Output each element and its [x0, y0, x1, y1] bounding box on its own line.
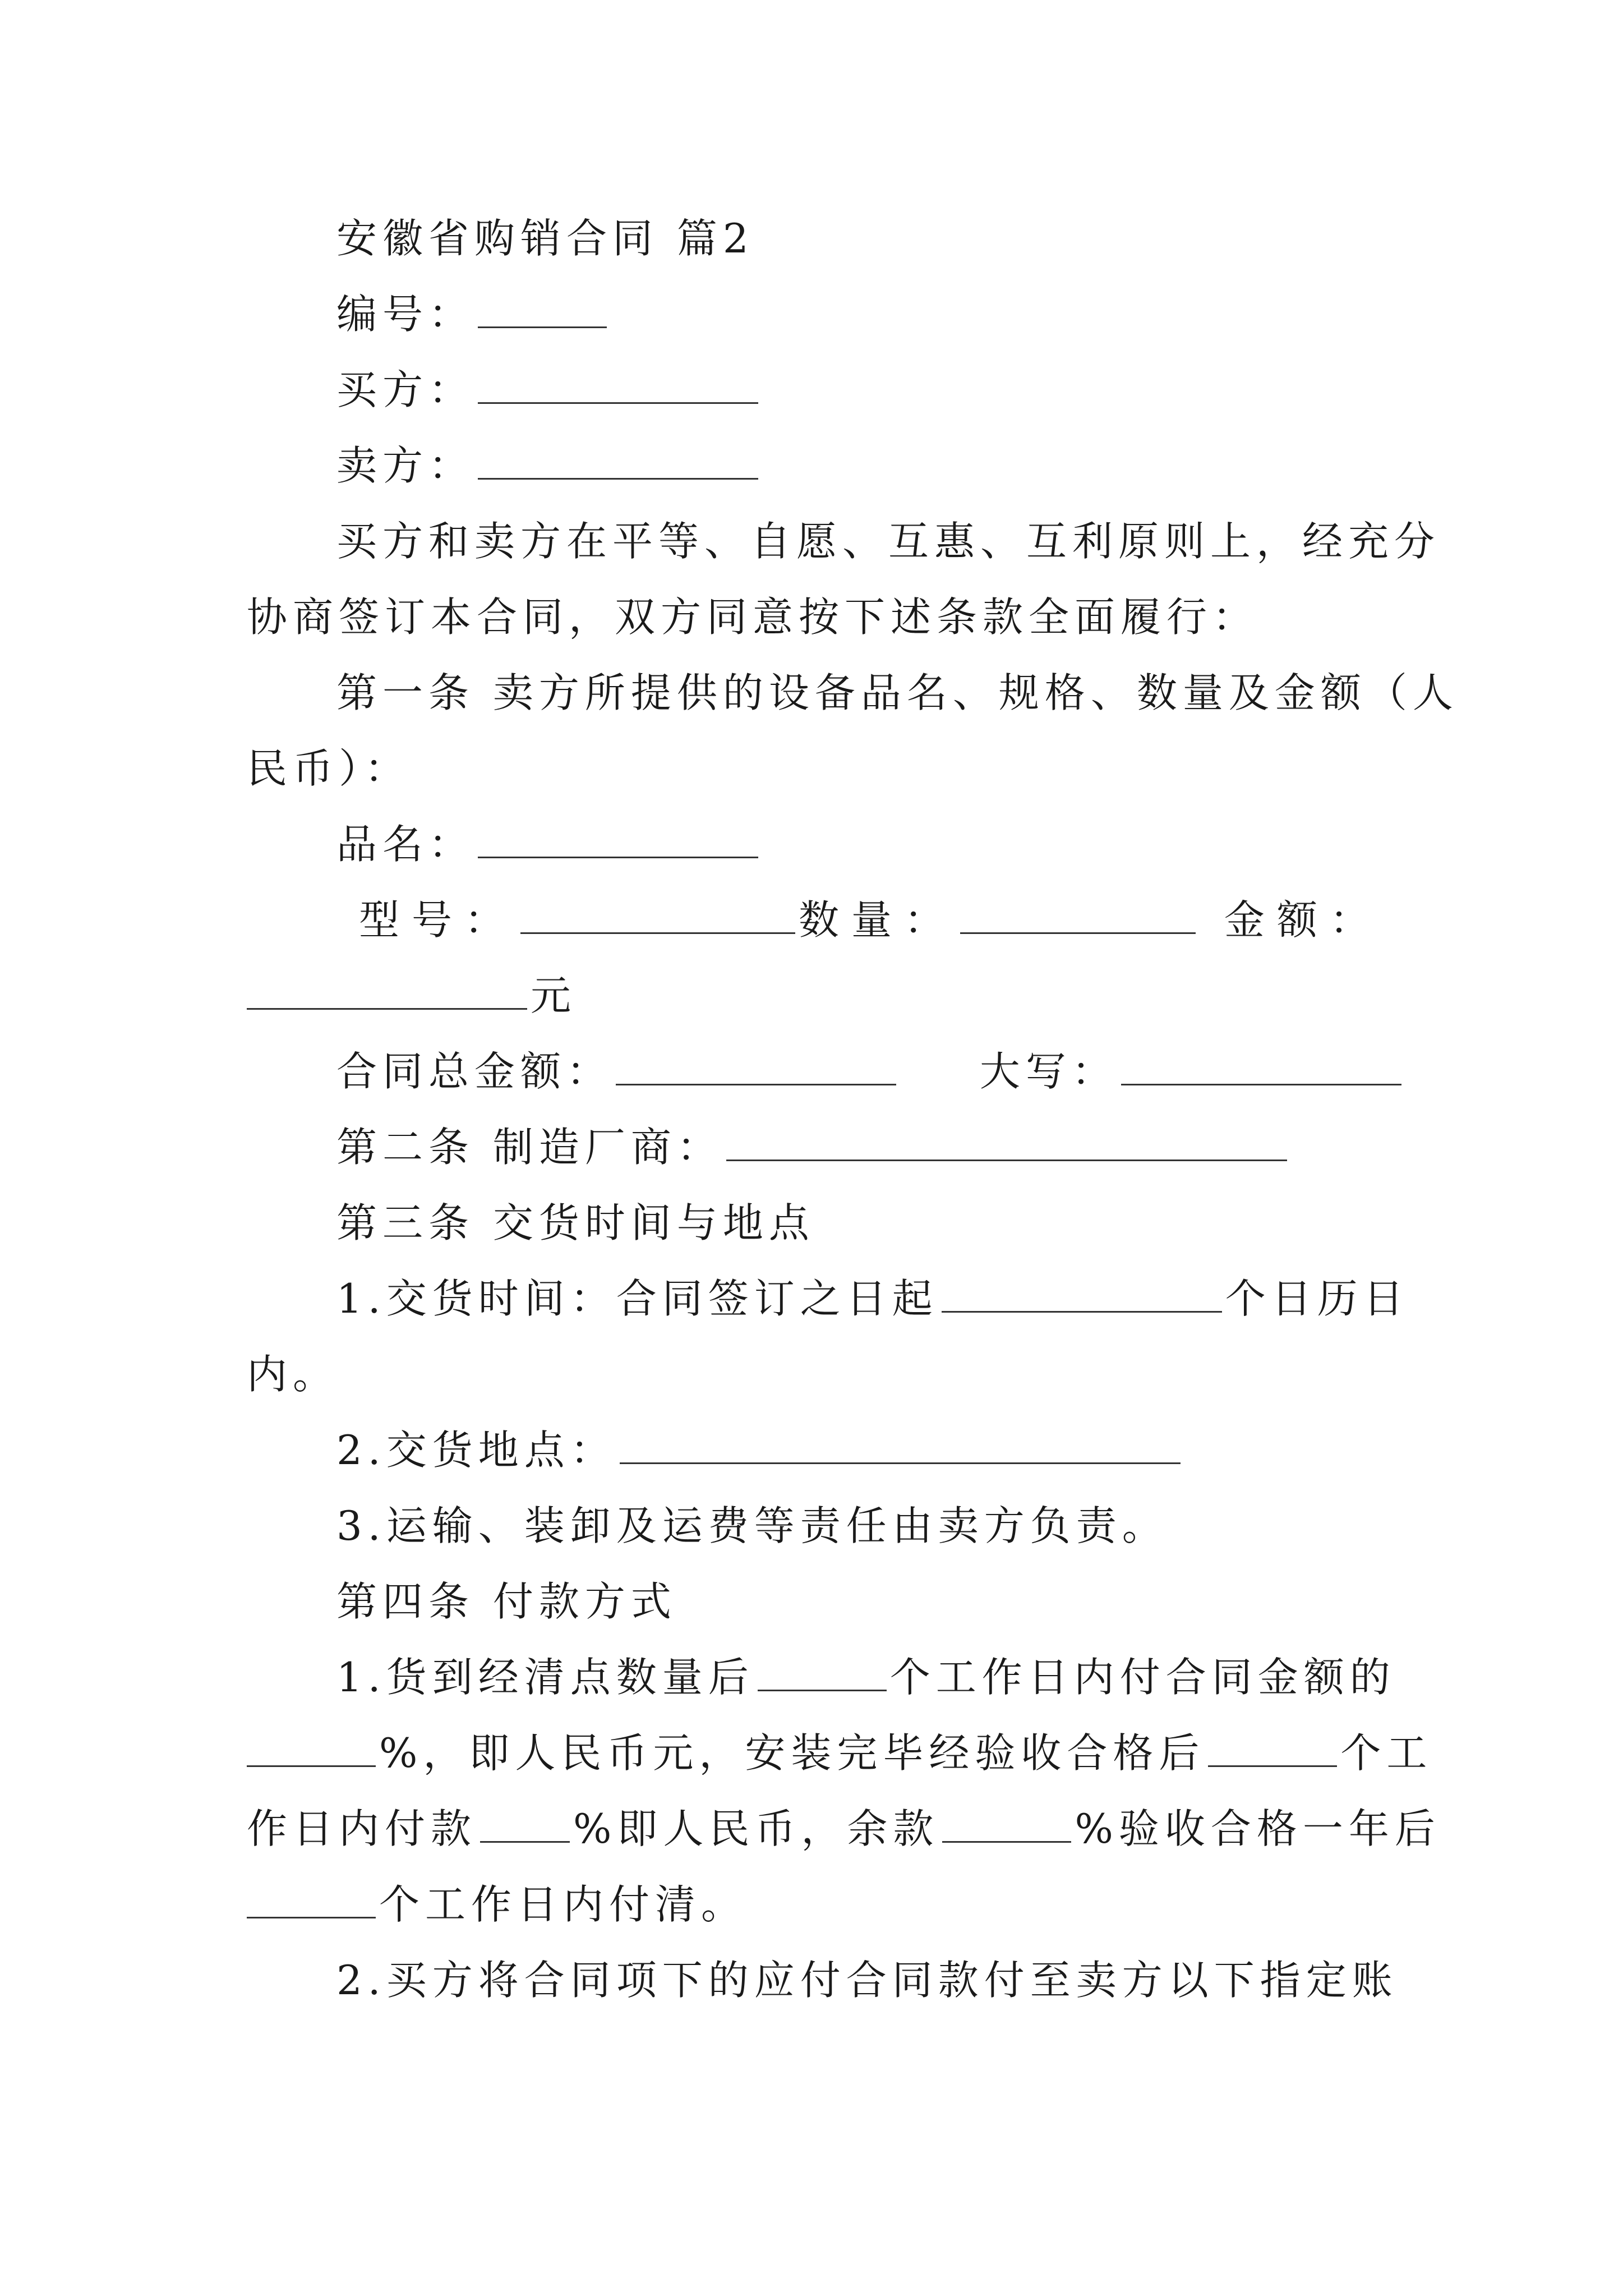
document-title: 安徽省购销合同 篇2	[336, 215, 754, 262]
delivery-time-suffix: 个日历日	[1225, 1275, 1409, 1322]
model-quantity-amount-row	[359, 892, 1391, 948]
uppercase-blank	[1121, 1048, 1401, 1085]
buyer-blank	[478, 366, 758, 404]
article1-line-2: 民币）：	[247, 745, 411, 792]
total-amount-label: 合同总金额：	[336, 1048, 613, 1095]
payment-line-4	[247, 1876, 1391, 1932]
delivery-days-blank	[942, 1275, 1222, 1313]
article2-row	[336, 1119, 1391, 1175]
number-row	[336, 286, 1391, 342]
delivery-place-label: 2.交货地点：	[336, 1427, 616, 1474]
preamble-line-1: 买方和卖方在平等、自愿、互惠、互利原则上，经充分	[336, 518, 1441, 565]
seller-blank	[478, 442, 758, 480]
delivery-place-blank	[620, 1427, 1181, 1464]
seller-row	[336, 438, 1391, 494]
yuan-unit: 元	[531, 972, 577, 1019]
payment-l1-suffix: 个工作日内付合同金额的	[889, 1654, 1396, 1701]
buyer-row	[336, 362, 1391, 418]
number-blank	[478, 291, 607, 328]
model-blank	[520, 896, 795, 934]
article2-label: 第二条 制造厂商：	[336, 1124, 723, 1171]
delivery-time-line-2: 内。	[247, 1351, 339, 1398]
payment-days-blank-3	[247, 1881, 376, 1918]
product-name-row	[336, 816, 1391, 872]
number-label: 编号：	[336, 291, 475, 338]
delivery-time-prefix: 1.交货时间：合同签订之日起	[336, 1275, 938, 1322]
product-name-blank	[478, 821, 758, 858]
payment-days-blank-2	[1208, 1729, 1337, 1767]
payment-l2-a: %，即人民币元，安装完毕经验收合格后	[379, 1729, 1205, 1777]
payment-days-blank-1	[758, 1654, 887, 1691]
payment-l3-a: 作日内付款	[247, 1805, 477, 1852]
article3-title: 第三条 交货时间与地点	[336, 1199, 815, 1246]
total-amount-blank	[616, 1048, 896, 1085]
total-amount-row	[336, 1043, 1391, 1099]
payment-line-3	[247, 1801, 1441, 1857]
payment-percent-blank-1	[247, 1729, 376, 1767]
payment-l1-prefix: 1.货到经清点数量后	[336, 1654, 754, 1701]
product-name-label: 品名：	[336, 821, 475, 868]
preamble-line-2: 协商签订本合同，双方同意按下述条款全面履行：	[247, 593, 1259, 641]
article4-title: 第四条 付款方式	[336, 1578, 677, 1625]
quantity-blank	[960, 896, 1196, 934]
payment-2-line: 2.买方将合同项下的应付合同款付至卖方以下指定账	[336, 1957, 1398, 2004]
payment-l3-b: %即人民币，余款	[573, 1805, 939, 1852]
transport-line: 3.运输、装卸及运费等责任由卖方负责。	[336, 1502, 1168, 1549]
payment-line-2	[247, 1725, 1433, 1781]
payment-percent-blank-2	[480, 1805, 570, 1843]
article1-line-1: 第一条 卖方所提供的设备品名、规格、数量及金额（人	[336, 669, 1459, 716]
seller-label: 卖方：	[336, 442, 475, 489]
payment-percent-blank-3	[942, 1805, 1071, 1843]
amount-blank	[247, 972, 527, 1010]
manufacturer-blank	[726, 1124, 1287, 1161]
payment-l3-c: %验收合格一年后	[1075, 1805, 1441, 1852]
payment-line-1	[336, 1649, 1396, 1705]
model-label: 型号：	[359, 896, 518, 944]
buyer-label: 买方：	[336, 366, 475, 413]
payment-l4: 个工作日内付清。	[379, 1881, 748, 1928]
uppercase-label: 大写：	[979, 1048, 1118, 1095]
quantity-label: 数量：	[799, 896, 957, 944]
amount-value-row	[247, 968, 1391, 1024]
payment-l2-b: 个工	[1340, 1729, 1433, 1777]
delivery-time-row	[336, 1271, 1409, 1327]
delivery-place-row	[336, 1422, 1391, 1478]
amount-label: 金额：	[1224, 896, 1382, 944]
